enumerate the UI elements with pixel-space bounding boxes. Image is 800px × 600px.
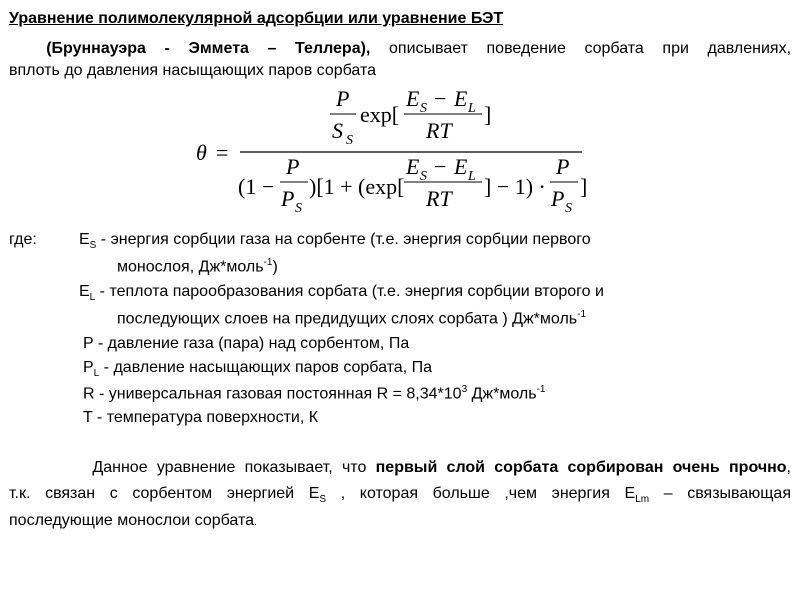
para-line2b-sub: Lm <box>635 494 650 506</box>
theta-symbol: θ <box>196 140 207 165</box>
def-el-line1 <box>79 283 604 303</box>
def-es-text2: монослоя, Дж*моль <box>117 258 264 276</box>
definitions-block <box>9 231 789 431</box>
def-el-symbol: E <box>79 283 90 300</box>
den-EL: E <box>454 154 468 179</box>
num-S: S <box>332 118 343 143</box>
den-PS: P <box>281 186 295 211</box>
bet-formula <box>190 82 610 222</box>
para-line2b: , которая больше ,чем энергия E <box>326 485 636 502</box>
den-PS2-sub: S <box>565 201 572 216</box>
den-EL-sub: L <box>468 169 476 184</box>
def-r <box>83 384 545 403</box>
para-line3-end: . <box>254 516 258 528</box>
den-mid: )[1 + (exp[ <box>309 174 405 199</box>
den-RT: RT <box>426 186 452 211</box>
den-PS2: P <box>551 186 565 211</box>
def-r-text: R - универсальная газовая постоянная R = 8,34*10 <box>83 385 462 403</box>
paragraph-line-1 <box>9 459 791 477</box>
equals-sign: = <box>216 140 229 165</box>
para-start: Данное уравнение показывает, что <box>92 459 376 476</box>
intro-bold: (Бруннауэра - Эммета – Теллера), <box>46 40 371 57</box>
num-S-sub: S <box>346 133 353 148</box>
paragraph-line-2 <box>9 485 791 505</box>
num-RT: RT <box>426 118 452 143</box>
def-r-sup: 3 <box>461 384 468 395</box>
intro-line-2: вплоть до давления насыщающих паров сорбата <box>9 62 377 79</box>
def-el-sup: -1 <box>577 309 587 320</box>
def-el-text1: - теплота парообразования сорбата (т.е. энергия сорбции второго и <box>95 283 604 300</box>
def-es-line1 <box>79 231 591 251</box>
den-PS-sub: S <box>295 201 302 216</box>
den-minus: − <box>434 154 447 179</box>
den-ES: E <box>406 154 420 179</box>
num-EL-sub: L <box>468 101 476 116</box>
def-pl-symbol: P <box>83 359 94 376</box>
den-close-bracket: ] <box>580 174 588 199</box>
den-minus1: ] − 1) · <box>484 174 546 199</box>
where-label: где: <box>9 231 37 248</box>
def-es-line2 <box>117 257 278 276</box>
def-pl-sub: L <box>93 368 100 380</box>
para-line2a-sub: S <box>319 494 327 506</box>
def-es-close: ) <box>272 258 278 276</box>
num-ES: E <box>406 86 420 111</box>
def-es-text1: - энергия сорбции газа на сорбенте (т.е. энергия сорбции первого <box>96 231 591 248</box>
def-r-sup2: -1 <box>536 384 546 395</box>
page-title: Уравнение полимолекулярной адсорбции или уравнение БЭТ <box>9 10 504 27</box>
def-es-symbol: E <box>79 231 90 248</box>
num-P: P <box>336 86 350 111</box>
intro-line-1 <box>9 40 791 58</box>
def-el-line2 <box>117 309 586 328</box>
num-close-bracket: ] <box>484 102 492 127</box>
paragraph-line-3 <box>9 512 257 530</box>
def-el-sub: L <box>89 292 96 304</box>
num-ES-sub: S <box>420 101 427 116</box>
para-line2a: т.к. связан с сорбентом энергией E <box>9 485 320 502</box>
den-P2: P <box>556 154 570 179</box>
den-ES-sub: S <box>420 169 427 184</box>
def-pl-text: - давление насыщающих паров сорбата, Па <box>99 359 432 376</box>
num-EL: E <box>454 86 468 111</box>
den-open: (1 − <box>238 174 275 199</box>
def-t: T - температура поверхности, К <box>83 409 319 426</box>
num-exp: exp[ <box>360 102 400 127</box>
para-line2c: – связывающая <box>649 485 791 502</box>
para-end1: , <box>786 459 791 476</box>
def-r-text2: Дж*моль <box>467 385 537 403</box>
para-line3: последующие монослои сорбата <box>9 512 255 529</box>
para-bold: первый слой сорбата сорбирован очень прочно <box>375 459 787 476</box>
def-es-sub: S <box>89 240 97 252</box>
def-pl <box>83 359 432 379</box>
def-p: P - давление газа (пара) над сорбентом, Па <box>83 335 410 352</box>
def-el-text2: последующих слоев на предидущих слоях сорбата ) Дж*моль <box>117 310 578 328</box>
intro-rest: описывает поведение сорбата при давлениях, <box>389 40 792 57</box>
den-P: P <box>286 154 300 179</box>
num-minus: − <box>434 86 447 111</box>
def-es-sup: -1 <box>263 257 273 268</box>
